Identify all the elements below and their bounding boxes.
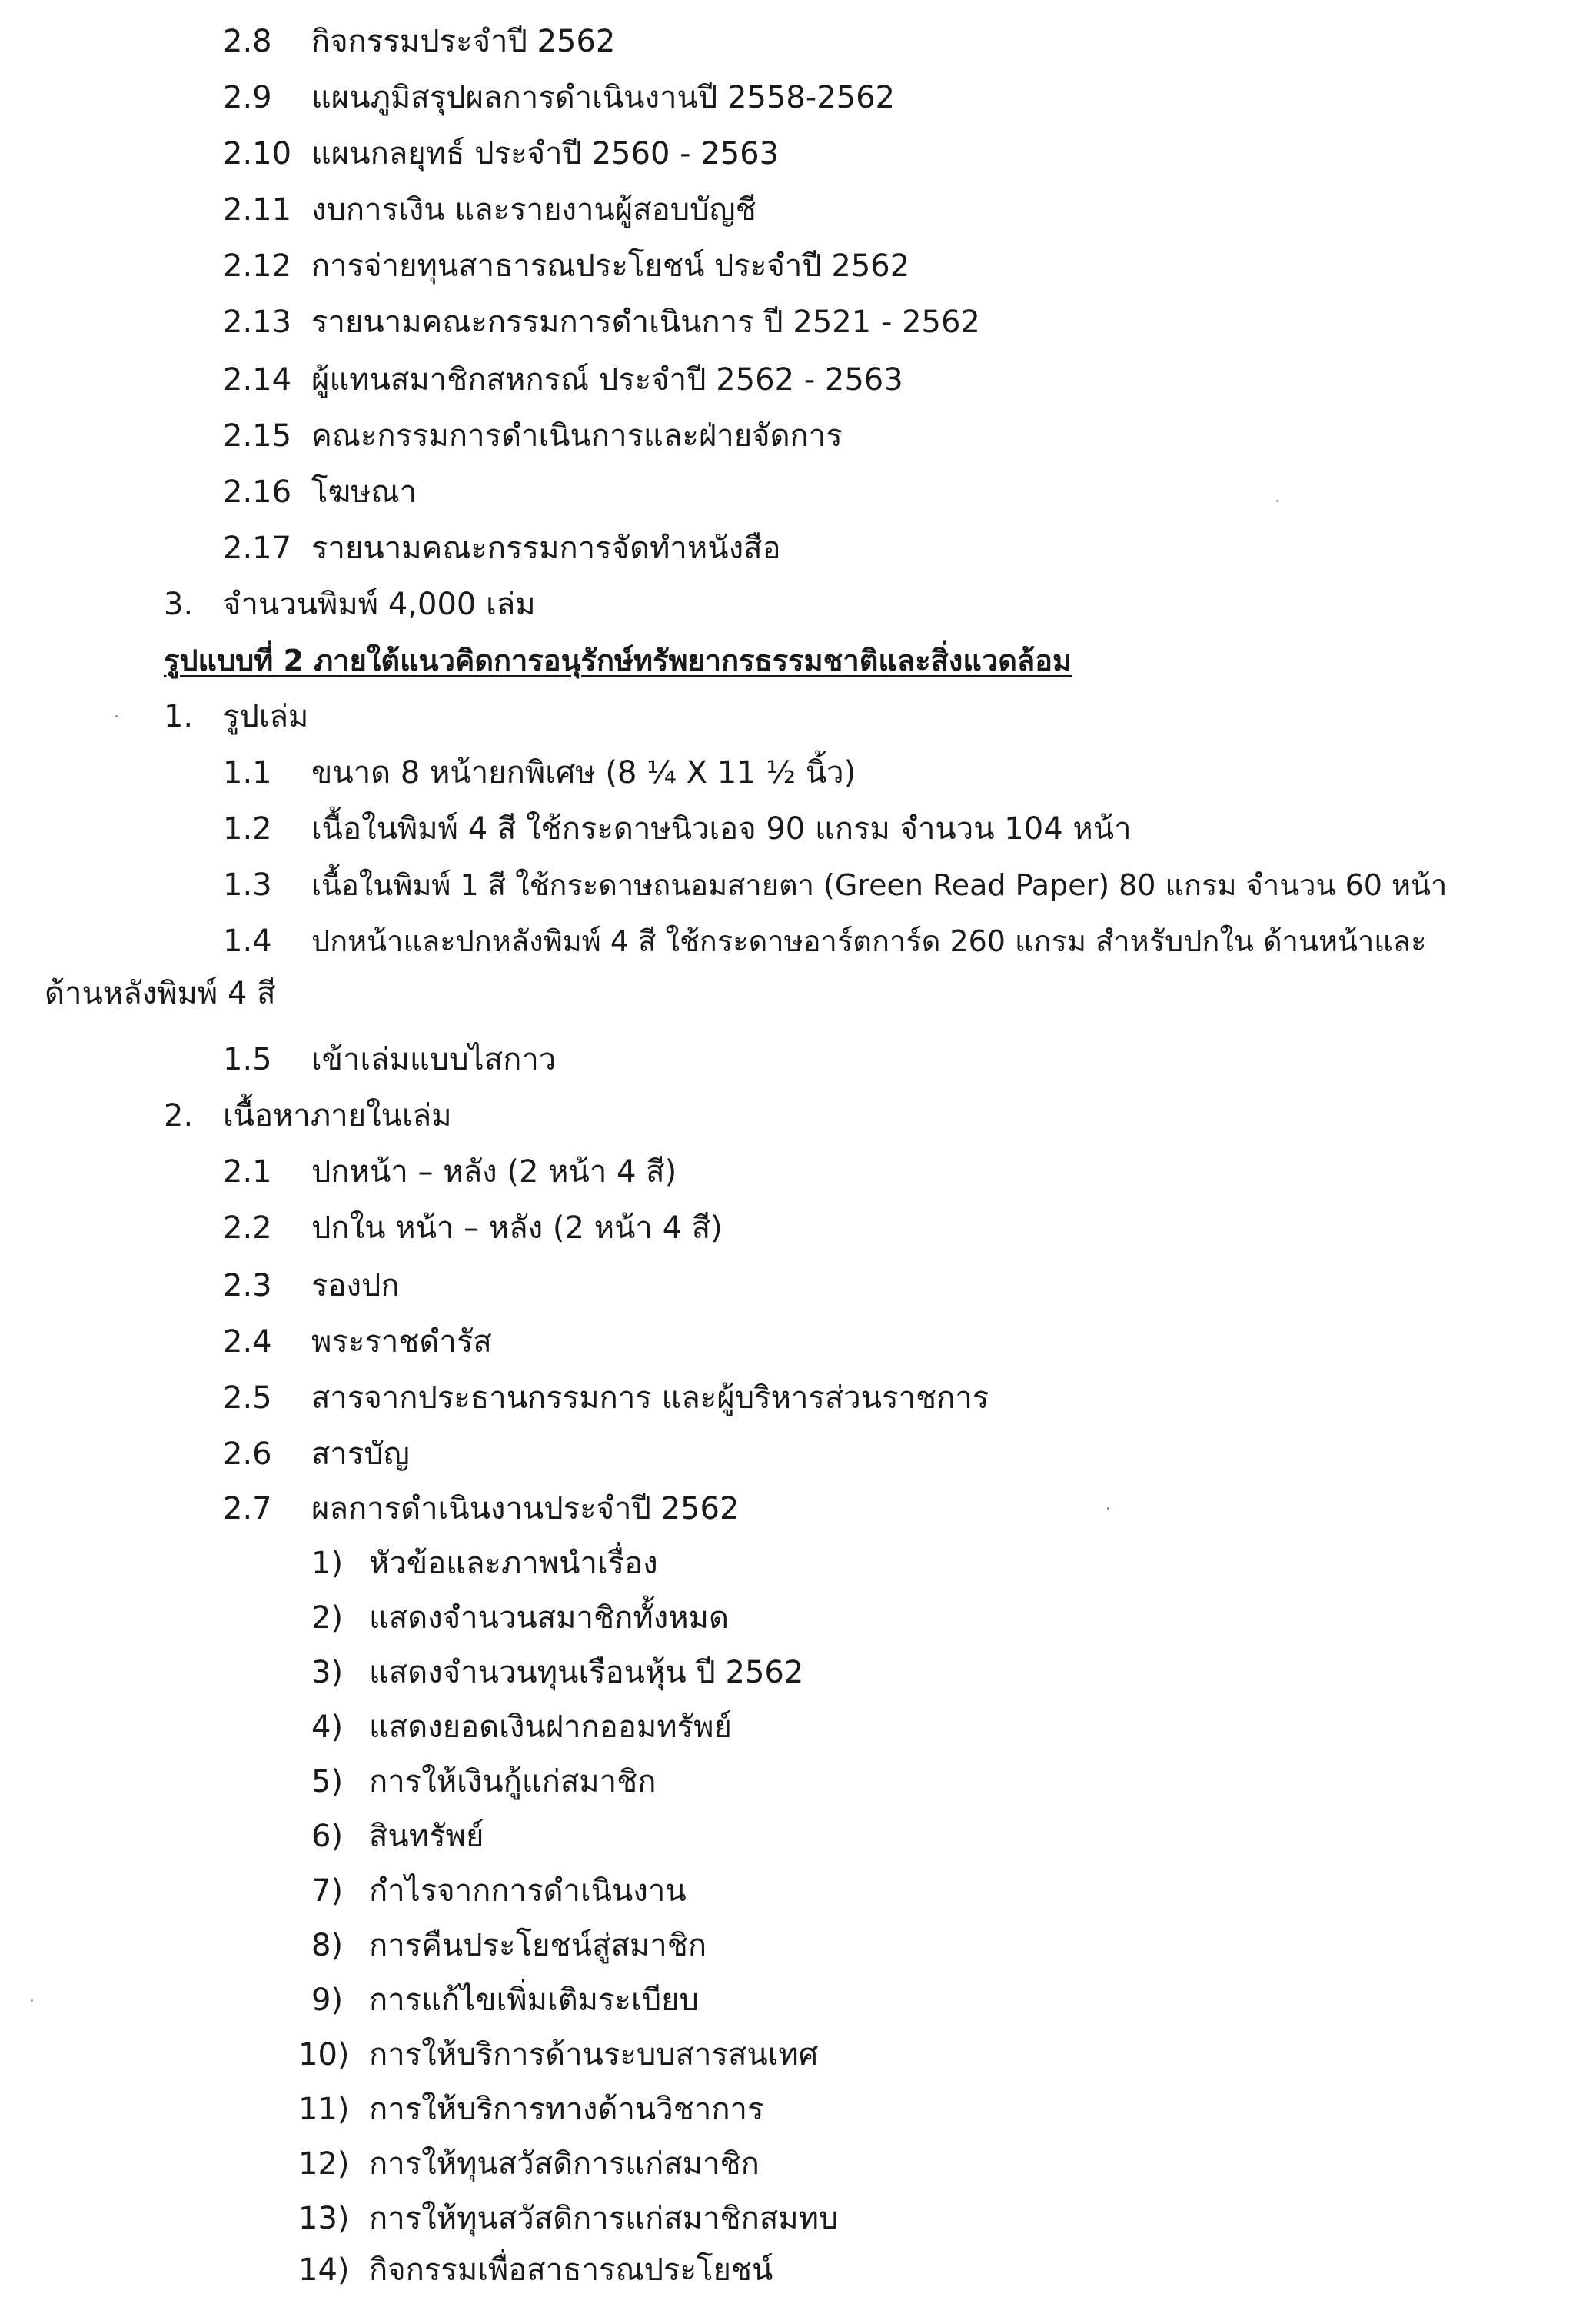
item-text: แผนภูมิสรุปผลการดำเนินงานปี 2558-2562 xyxy=(311,80,895,115)
subitem-number: 6) xyxy=(311,1819,344,1854)
subitem-text: การให้ทุนสวัสดิการแก่สมาชิก xyxy=(369,2146,760,2182)
subitem-text: แสดงจำนวนสมาชิกทั้งหมด xyxy=(369,1600,729,1636)
scan-speck xyxy=(115,715,118,717)
item-text: ปกใน หน้า – หลัง (2 หน้า 4 สี) xyxy=(311,1210,723,1246)
item-number: 1.3 xyxy=(223,867,272,903)
subitem-text: สินทรัพย์ xyxy=(369,1819,484,1854)
item-text: เนื้อในพิมพ์ 1 สี ใช้กระดาษถนอมสายตา (Green Read Paper) 80 แกรม จำนวน 60 หน้า xyxy=(311,868,1448,902)
subitem-number: 7) xyxy=(311,1873,344,1909)
item-text: รายนามคณะกรรมการจัดทำหนังสือ xyxy=(311,531,781,566)
item-number: 2.13 xyxy=(223,305,292,340)
subitem-text: หัวข้อและภาพนำเรื่อง xyxy=(369,1546,658,1581)
item-number: 2.12 xyxy=(223,248,292,284)
item-text: คณะกรรมการดำเนินการและฝ่ายจัดการ xyxy=(311,418,843,454)
item-number: 2.1 xyxy=(223,1154,272,1190)
item-text: โฆษณา xyxy=(311,474,417,510)
item-number: 2.4 xyxy=(223,1324,272,1360)
item-number: 1.4 xyxy=(223,924,272,959)
item-number: 2.3 xyxy=(223,1268,272,1303)
item-number: 2.10 xyxy=(223,136,292,171)
item-number: 2.9 xyxy=(223,80,272,115)
subitem-number: 2) xyxy=(311,1600,344,1636)
subitem-text: กำไรจากการดำเนินงาน xyxy=(369,1873,687,1909)
item-number: 2.14 xyxy=(223,362,292,398)
item-number: 1.5 xyxy=(223,1042,272,1077)
subitem-text: การให้บริการด้านระบบสารสนเทศ xyxy=(369,2037,819,2072)
subitem-number: 12) xyxy=(298,2146,350,2182)
subitem-text: แสดงจำนวนทุนเรือนหุ้น ปี 2562 xyxy=(369,1655,804,1690)
subitem-number: 4) xyxy=(311,1709,344,1745)
subitem-number: 1) xyxy=(311,1546,344,1581)
subitem-text: การแก้ไขเพิ่มเติมระเบียบ xyxy=(369,1982,699,2018)
item-text: รองปก xyxy=(311,1268,400,1303)
item-number: 2.17 xyxy=(223,531,292,566)
item-text: รูปเล่ม xyxy=(223,699,309,734)
item-text: ผลการดำเนินงานประจำปี 2562 xyxy=(311,1491,740,1526)
subitem-text: การให้บริการทางด้านวิชาการ xyxy=(369,2092,764,2127)
item-number: 2.2 xyxy=(223,1210,272,1246)
subitem-text: การคืนประโยชน์สู่สมาชิก xyxy=(369,1928,707,1963)
scan-speck xyxy=(1107,1507,1109,1510)
subitem-text: กิจกรรมเพื่อสาธารณประโยชน์ xyxy=(369,2252,773,2288)
subitem-text: การให้เงินกู้แก่สมาชิก xyxy=(369,1764,657,1799)
subitem-number: 13) xyxy=(298,2201,350,2236)
item-number: 2.8 xyxy=(223,24,272,59)
item-number: 2.11 xyxy=(223,192,292,228)
item-number: 2.15 xyxy=(223,418,292,454)
item-text: ปกหน้า – หลัง (2 หน้า 4 สี) xyxy=(311,1154,677,1190)
item-text: แผนกลยุทธ์ ประจำปี 2560 - 2563 xyxy=(311,136,780,171)
section-heading: รูปแบบที่ 2 ภายใต้แนวคิดการอนุรักษ์ทรัพยากรธรรมชาติและสิ่งแวดล้อม xyxy=(164,644,1072,677)
item-text: รายนามคณะกรรมการดำเนินการ ปี 2521 - 2562 xyxy=(311,305,980,340)
subitem-number: 14) xyxy=(298,2252,350,2288)
item-text: ผู้แทนสมาชิกสหกรณ์ ประจำปี 2562 - 2563 xyxy=(311,362,903,398)
subitem-number: 5) xyxy=(311,1764,344,1799)
item-number: 1.2 xyxy=(223,811,272,847)
item-number: 2.6 xyxy=(223,1436,272,1472)
item-text-continuation: ด้านหลังพิมพ์ 4 สี xyxy=(45,976,276,1011)
item-text: พระราชดำรัส xyxy=(311,1324,492,1360)
subitem-text: แสดงยอดเงินฝากออมทรัพย์ xyxy=(369,1709,732,1745)
item-number: 3. xyxy=(164,587,194,622)
item-number: 1. xyxy=(164,699,194,734)
item-number: 2.16 xyxy=(223,474,292,510)
item-text: งบการเงิน และรายงานผู้สอบบัญชี xyxy=(311,192,756,228)
item-text: ขนาด 8 หน้ายกพิเศษ (8 ¼ X 11 ½ นิ้ว) xyxy=(311,755,856,791)
item-text: กิจกรรมประจำปี 2562 xyxy=(311,24,616,59)
item-text: สารบัญ xyxy=(311,1436,410,1472)
subitem-number: 10) xyxy=(298,2037,350,2072)
subitem-number: 11) xyxy=(298,2092,350,2127)
item-text: จำนวนพิมพ์ 4,000 เล่ม xyxy=(223,587,536,622)
item-number: 2.5 xyxy=(223,1380,272,1416)
item-text: สารจากประธานกรรมการ และผู้บริหารส่วนราชการ xyxy=(311,1380,989,1416)
scan-speck xyxy=(1276,500,1278,502)
subitem-text: การให้ทุนสวัสดิการแก่สมาชิกสมทบ xyxy=(369,2201,839,2236)
scan-speck xyxy=(31,1999,33,2002)
subitem-number: 9) xyxy=(311,1982,344,2018)
item-text: เนื้อหาภายในเล่ม xyxy=(223,1098,452,1134)
subitem-number: 3) xyxy=(311,1655,344,1690)
item-text: เข้าเล่มแบบไสกาว xyxy=(311,1042,557,1077)
item-number: 2.7 xyxy=(223,1491,272,1526)
item-number: 2. xyxy=(164,1098,194,1134)
subitem-number: 8) xyxy=(311,1928,344,1963)
item-text: เนื้อในพิมพ์ 4 สี ใช้กระดาษนิวเอจ 90 แกรม จำนวน 104 หน้า xyxy=(311,811,1132,847)
item-text: ปกหน้าและปกหลังพิมพ์ 4 สี ใช้กระดาษอาร์ตการ์ด 260 แกรม สำหรับปกใน ด้านหน้าและ xyxy=(311,924,1427,958)
item-number: 1.1 xyxy=(223,755,272,791)
item-text: การจ่ายทุนสาธารณประโยชน์ ประจำปี 2562 xyxy=(311,248,910,284)
